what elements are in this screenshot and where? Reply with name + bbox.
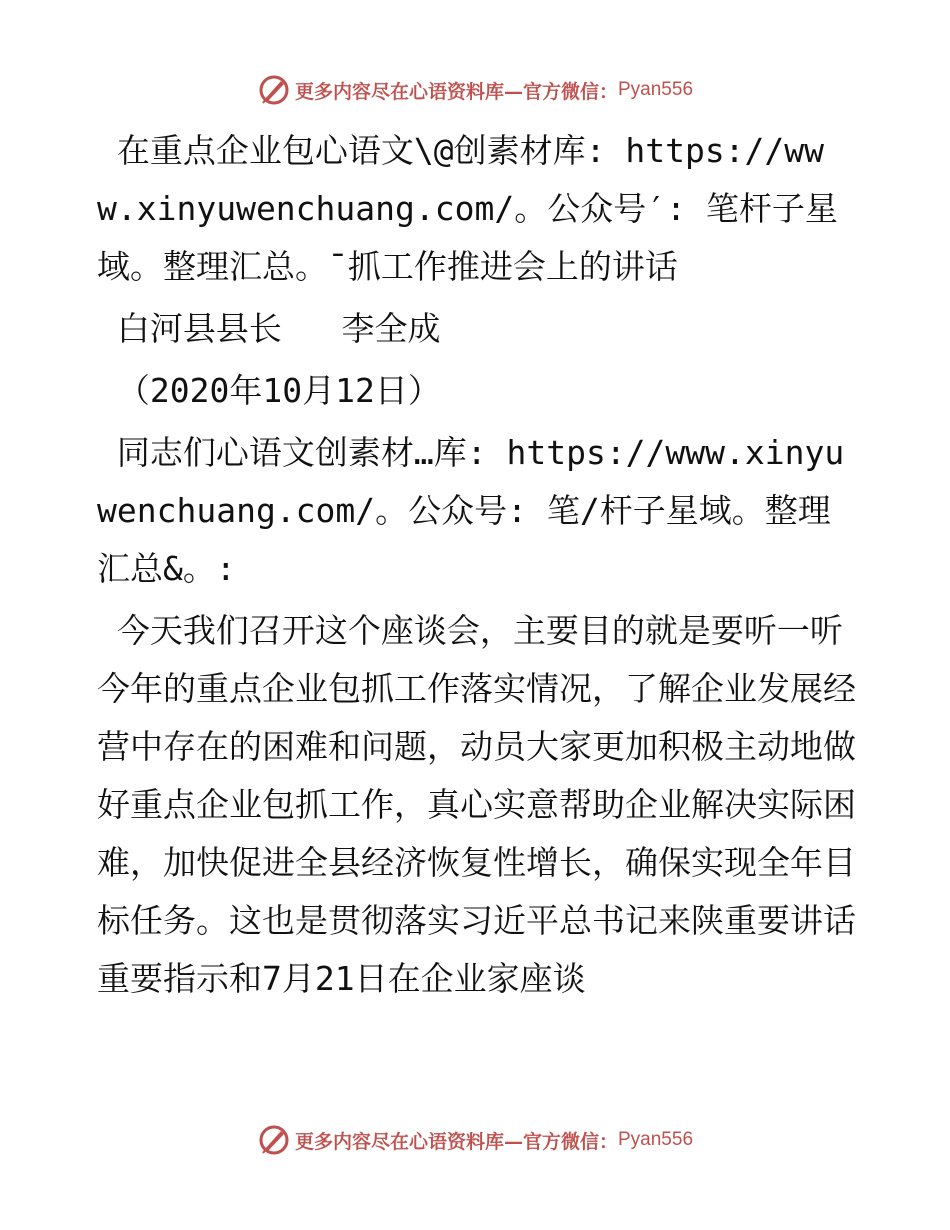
date-line: （2020年10月12日）	[97, 371, 441, 410]
intro-paragraph: 在重点企业包心语文\@创素材库: https://www.xinyuwenchuang.com/。公众号′: 笔杆子星域。整理汇总。¯抓工作推进会上的讲话	[97, 131, 838, 286]
footer-banner	[0, 1120, 950, 1160]
salutation-paragraph: 同志们心语文创素材…库: https://www.xinyuwenchuang.com/。公众号: 笔/杆子星域。整理汇总&。:	[97, 433, 845, 588]
quill-pen-circle-icon	[257, 73, 291, 107]
header-banner-text: 更多内容尽在心语资料库—官方微信：	[294, 80, 618, 103]
footer-banner-contact: Pyan556	[618, 1129, 694, 1150]
header-banner	[0, 70, 950, 110]
quill-pen-circle-icon	[257, 1123, 291, 1157]
header-banner-contact: Pyan556	[618, 79, 694, 100]
footer-banner-text: 更多内容尽在心语资料库—官方微信：	[294, 1130, 618, 1153]
document-body	[97, 122, 857, 1008]
speaker-line: 白河县县长 李全成	[97, 309, 441, 348]
body-paragraph: 今天我们召开这个座谈会，主要目的就是要听一听今年的重点企业包抓工作落实情况，了解企业发展经营中存在的困难和问题，动员大家更加积极主动地做好重点企业包抓工作，真心实意帮助企业解决实际困难，加快促进全县经济恢复性增长，确保实现全年目标任务。这也是贯彻落实习近平总书记来陕重要讲话重要指示和7月21日在企业家座谈	[97, 611, 856, 998]
